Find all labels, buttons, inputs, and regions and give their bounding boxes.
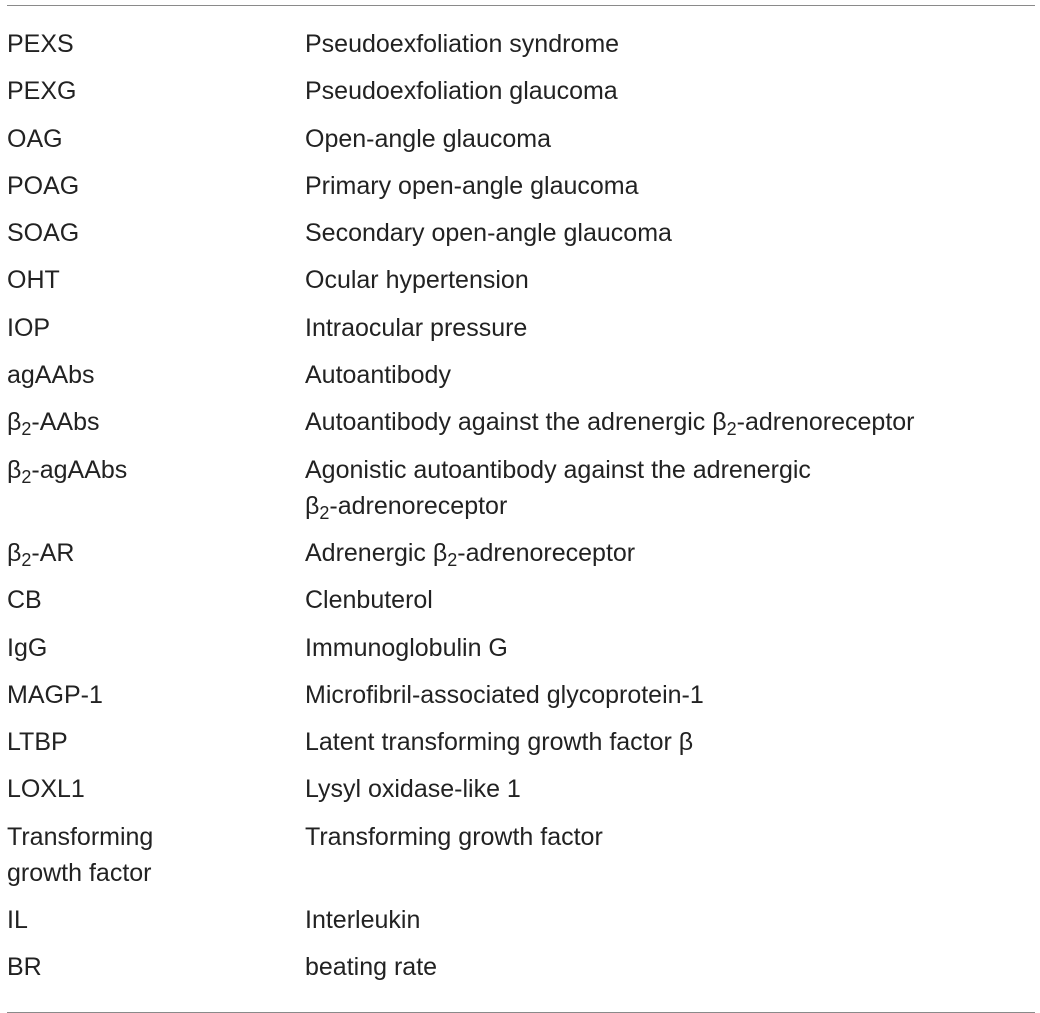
definition-cell: Transforming growth factor bbox=[305, 822, 603, 851]
table-row bbox=[7, 452, 1035, 535]
definition-cell: Interleukin bbox=[305, 906, 421, 935]
table-row bbox=[7, 630, 1035, 677]
abbreviation-cell bbox=[7, 535, 305, 582]
def-text: -adrenoreceptor bbox=[736, 408, 915, 437]
definition-cell: Lysyl oxidase-like 1 bbox=[305, 775, 521, 804]
table-row bbox=[7, 677, 1035, 724]
definition-cell: Latent transforming growth factor β bbox=[305, 728, 694, 757]
abbreviation-cell: LTBP bbox=[7, 728, 68, 757]
definition-cell: Microfibril-associated glycoprotein-1 bbox=[305, 680, 704, 709]
definition-cell bbox=[305, 404, 1035, 451]
abbreviation-cell: CB bbox=[7, 586, 42, 615]
abbreviation-cell: IgG bbox=[7, 633, 48, 662]
abbr-text: -agAAbs bbox=[31, 455, 128, 484]
abbreviation-cell: agAAbs bbox=[7, 361, 95, 390]
abbr-text: β bbox=[7, 455, 22, 484]
table-row bbox=[7, 310, 1035, 357]
def-text: -adrenoreceptor bbox=[457, 538, 636, 567]
definition-cell: Pseudoexfoliation syndrome bbox=[305, 30, 620, 58]
definition-cell bbox=[305, 535, 1035, 582]
abbreviations-table bbox=[7, 26, 1035, 997]
subscript: 2 bbox=[21, 550, 32, 570]
abbr-text: β bbox=[7, 408, 22, 437]
subscript: 2 bbox=[447, 550, 458, 570]
table-row bbox=[7, 535, 1035, 582]
definition-cell: beating rate bbox=[305, 953, 438, 982]
table-row bbox=[7, 902, 1035, 949]
subscript: 2 bbox=[319, 502, 330, 523]
definition-cell: Immunoglobulin G bbox=[305, 633, 508, 662]
definition-cell: Pseudoexfoliation glaucoma bbox=[305, 77, 618, 106]
abbreviation-cell bbox=[7, 819, 305, 902]
table-row bbox=[7, 215, 1035, 262]
table-row bbox=[7, 262, 1035, 309]
table-row bbox=[7, 121, 1035, 168]
subscript: 2 bbox=[726, 419, 737, 440]
table-row bbox=[7, 357, 1035, 404]
subscript: 2 bbox=[21, 466, 32, 487]
definition-cell bbox=[305, 452, 1035, 535]
def-text: Autoantibody against the adrenergic β bbox=[305, 408, 727, 437]
abbr-text: β bbox=[7, 538, 22, 567]
table-row bbox=[7, 724, 1035, 771]
table-row bbox=[7, 26, 1035, 73]
abbr-text: -AR bbox=[31, 538, 75, 567]
abbreviation-cell: POAG bbox=[7, 171, 80, 200]
definition-cell: Primary open-angle glaucoma bbox=[305, 171, 639, 200]
abbreviation-cell: LOXL1 bbox=[7, 775, 85, 804]
subscript: 2 bbox=[21, 419, 32, 440]
abbreviation-cell bbox=[7, 404, 305, 451]
abbreviation-cell: IOP bbox=[7, 313, 51, 342]
abbr-text: -AAbs bbox=[31, 408, 100, 437]
abbreviation-cell: OAG bbox=[7, 124, 63, 153]
table-row bbox=[7, 404, 1035, 451]
def-text: -adrenoreceptor bbox=[329, 491, 508, 520]
definition-cell: Ocular hypertension bbox=[305, 266, 529, 295]
def-text: Agonistic autoantibody against the adrenergic bbox=[305, 455, 811, 484]
def-text: β bbox=[305, 491, 320, 520]
abbreviation-cell: PEXS bbox=[7, 30, 74, 58]
table-row bbox=[7, 582, 1035, 629]
definition-cell: Secondary open-angle glaucoma bbox=[305, 219, 672, 248]
def-text: Adrenergic β bbox=[305, 538, 448, 567]
definition-cell: Autoantibody bbox=[305, 361, 451, 390]
table-row bbox=[7, 168, 1035, 215]
table-row bbox=[7, 949, 1035, 996]
definition-cell: Open-angle glaucoma bbox=[305, 124, 551, 153]
table-row bbox=[7, 771, 1035, 818]
abbreviation-cell bbox=[7, 452, 305, 535]
table-row bbox=[7, 73, 1035, 120]
abbreviations-table-container bbox=[7, 5, 1035, 1013]
table-row bbox=[7, 819, 1035, 902]
abbreviation-cell: IL bbox=[7, 906, 28, 935]
abbreviation-cell: PEXG bbox=[7, 77, 77, 106]
definition-cell: Clenbuterol bbox=[305, 586, 433, 615]
definition-cell: Intraocular pressure bbox=[305, 313, 528, 342]
abbreviation-cell: MAGP-1 bbox=[7, 680, 103, 709]
abbreviation-cell: OHT bbox=[7, 266, 60, 295]
abbr-text: Transforming bbox=[7, 822, 154, 851]
abbreviation-cell: BR bbox=[7, 953, 42, 982]
abbreviation-cell: SOAG bbox=[7, 219, 80, 248]
abbr-text: growth factor bbox=[7, 858, 152, 887]
